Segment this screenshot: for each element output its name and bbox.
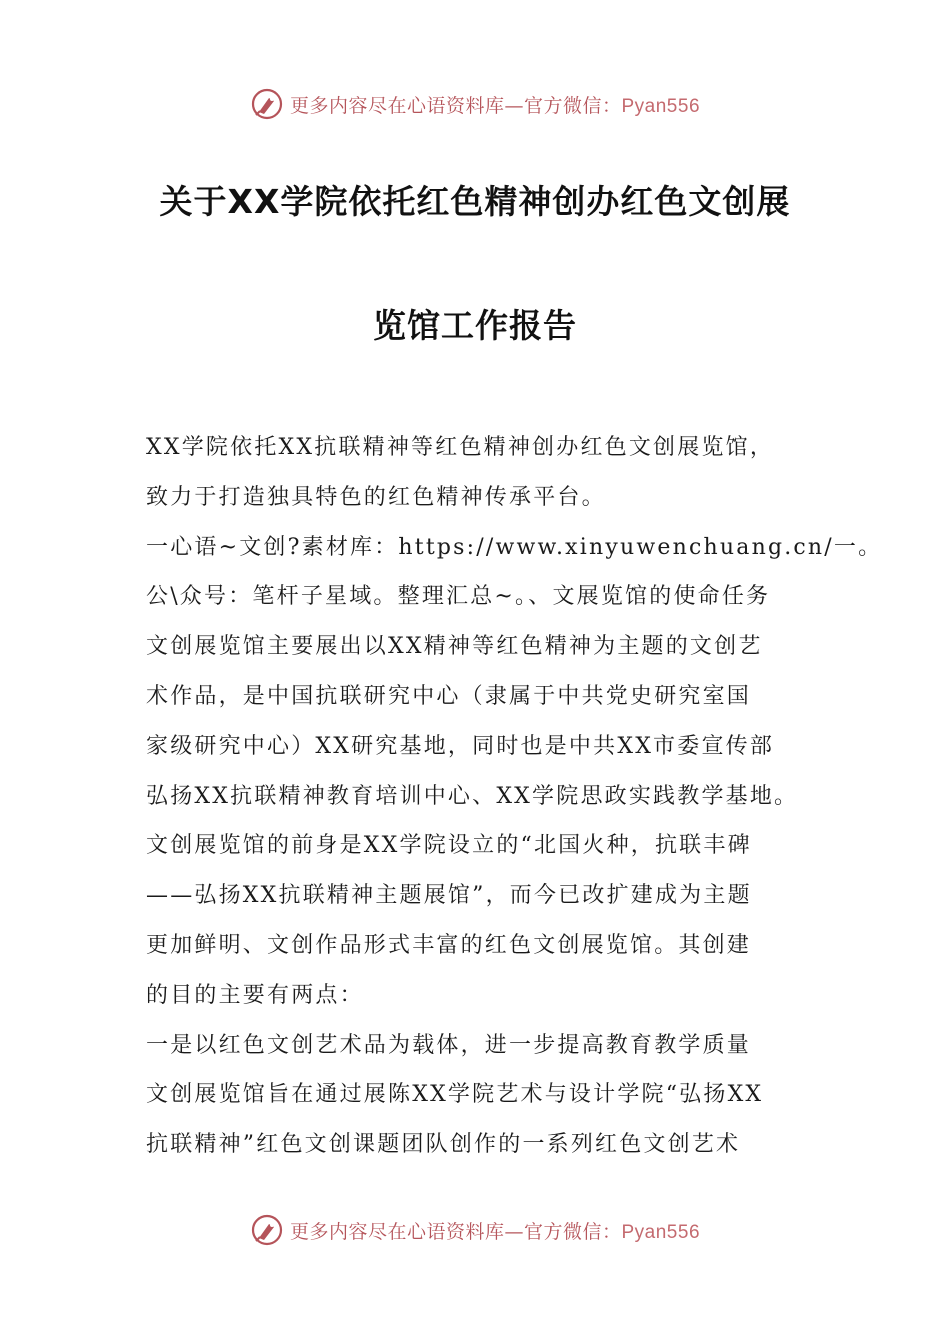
body-line: 公\众号：笔杆子星域。整理汇总~。、文展览馆的使命任务: [146, 584, 771, 610]
document-body: [146, 428, 883, 1175]
body-line: 术作品，是中国抗联研究中心（隶属于中共党史研究室国: [146, 683, 752, 709]
wechat-id: Pyan556: [621, 95, 701, 117]
body-line: 文创展览馆旨在通过展陈XX学院艺术与设计学院“弘扬XX: [146, 1082, 764, 1108]
body-line: 抗联精神”红色文创课题团队创作的一系列红色文创艺术: [146, 1132, 741, 1158]
document-title-line-2: 览馆工作报告: [373, 306, 577, 345]
header-banner: [0, 84, 950, 124]
body-line: 一是以红色文创艺术品为载体，进一步提高教育教学质量: [146, 1032, 752, 1058]
body-line: 家级研究中心）XX研究基地，同时也是中共XX市委宣传部: [146, 733, 775, 759]
pen-nib-logo-icon: [250, 87, 284, 121]
body-line: 一心语~文创?素材库：https://www.xinyuwenchuang.cn/一。: [146, 534, 883, 560]
banner-text: [290, 91, 700, 118]
footer-banner: [0, 1210, 950, 1250]
banner-text: [290, 1217, 700, 1244]
document-title-line-1: 关于XX学院依托红色精神创办红色文创展: [159, 182, 791, 221]
body-line: XX学院依托XX抗联精神等红色精神创办红色文创展览馆，: [146, 435, 775, 460]
body-line: 致力于打造独具特色的红色精神传承平台。: [146, 484, 606, 510]
body-line: 文创展览馆的前身是XX学院设立的“北国火种，抗联丰碑: [146, 833, 752, 859]
banner-label: 更多内容尽在心语资料库—官方微信：: [289, 94, 622, 117]
body-line: 更加鲜明、文创作品形式丰富的红色文创展览馆。其创建: [146, 932, 752, 958]
body-line: 文创展览馆主要展出以XX精神等红色精神为主题的文创艺: [146, 634, 763, 660]
body-line: 弘扬XX抗联精神教育培训中心、XX学院思政实践教学基地。: [146, 783, 799, 809]
pen-nib-logo-icon: [250, 1213, 284, 1247]
body-line: ——弘扬XX抗联精神主题展馆”，而今已改扩建成为主题: [146, 883, 752, 909]
banner-label: 更多内容尽在心语资料库—官方微信：: [289, 1220, 622, 1243]
body-line: 的目的主要有两点：: [146, 982, 364, 1008]
wechat-id: Pyan556: [621, 1221, 701, 1243]
